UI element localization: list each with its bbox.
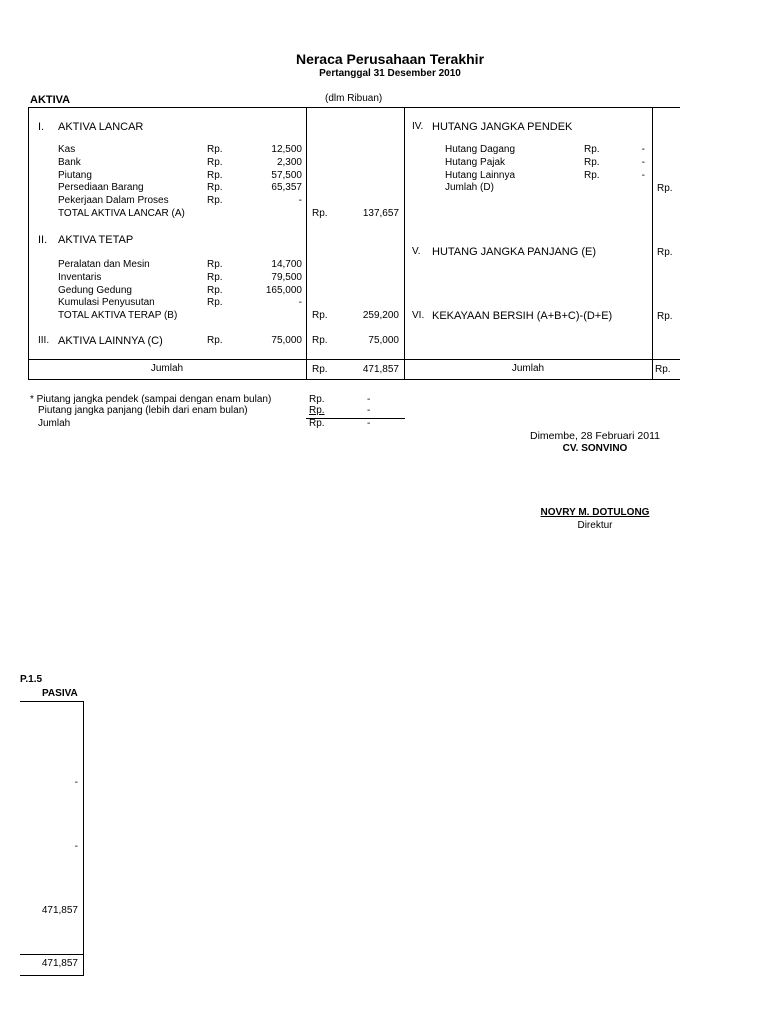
aktiva-heading: AKTIVA — [30, 94, 71, 106]
item-rp: Rp. — [207, 195, 223, 206]
kekayaan-rp: Rp. — [657, 311, 673, 322]
balance-sheet-title: Neraca Perusahaan Terakhir — [295, 51, 485, 67]
item-value: 2,300 — [276, 157, 302, 168]
panjang-rp: Rp. — [657, 247, 673, 258]
pasiva-column-line — [83, 701, 84, 976]
total-label-lancar: TOTAL AKTIVA LANCAR (A) — [58, 208, 185, 219]
item-rp: Rp. — [584, 170, 600, 181]
note-value: - — [367, 405, 371, 416]
pasiva-total-value: 471,857 — [41, 958, 78, 969]
jumlah-d-rp: Rp. — [657, 183, 673, 194]
item-label: Kas — [58, 144, 76, 155]
pasiva-total-bottom-line — [20, 975, 83, 976]
item-value: - — [298, 195, 302, 206]
pasiva-value: 471,857 — [41, 905, 78, 916]
item-value: 79,500 — [271, 272, 302, 283]
note-rp: Rp. — [309, 418, 325, 429]
item-value: 65,357 — [271, 182, 302, 193]
item-value: 165,000 — [265, 285, 302, 296]
item-rp: Rp. — [207, 297, 223, 308]
item-label: Kumulasi Penyusutan — [58, 297, 155, 308]
section-title-kekayaan: KEKAYAAN BERSIH (A+B+C)-(D+E) — [432, 310, 613, 322]
signature-place-date: Dimembe, 28 Februari 2011 — [530, 430, 660, 442]
total-rp-tetap: Rp. — [312, 310, 328, 321]
pasiva-total-top-line — [20, 954, 83, 955]
total-rp-lancar: Rp. — [312, 208, 328, 219]
note-rp: Rp. — [309, 405, 325, 416]
section-title-pendek: HUTANG JANGKA PENDEK — [432, 121, 573, 133]
item-value: 12,500 — [271, 144, 302, 155]
pasiva-heading: PASIVA — [42, 688, 78, 699]
section-title-tetap: AKTIVA TETAP — [58, 234, 134, 246]
signature-name: NOVRY M. DOTULONG — [540, 507, 650, 518]
item-value: 14,700 — [271, 259, 302, 270]
aktiva-jumlah-rp: Rp. — [312, 364, 328, 375]
aktiva-jumlah-label: Jumlah — [150, 363, 184, 374]
item-rp: Rp. — [207, 272, 223, 283]
signature-position: Direktur — [577, 520, 613, 531]
item-value: 75,000 — [271, 335, 302, 346]
total-value-lancar: 137,657 — [362, 208, 399, 219]
total-rp-lainnya: Rp. — [312, 335, 328, 346]
pasiva-value: - — [74, 841, 78, 852]
item-rp: Rp. — [207, 170, 223, 181]
jumlah-d-label: Jumlah (D) — [445, 182, 494, 193]
item-label: Hutang Pajak — [445, 157, 506, 168]
note-rp: Rp. — [309, 394, 325, 405]
item-value: 57,500 — [271, 170, 302, 181]
note-label: Jumlah — [38, 418, 71, 429]
item-value: - — [641, 157, 645, 168]
total-value-tetap: 259,200 — [362, 310, 399, 321]
note-label: Piutang jangka panjang (lebih dari enam bulan) — [38, 405, 248, 416]
section-num-panjang: V. — [412, 246, 421, 257]
item-rp: Rp. — [207, 285, 223, 296]
item-label: Piutang — [58, 170, 92, 181]
pasiva-value: - — [74, 777, 78, 788]
item-label: Gedung Gedung — [58, 285, 132, 296]
section-title-lancar: AKTIVA LANCAR — [58, 121, 144, 133]
note-value: - — [367, 394, 371, 405]
item-label: Bank — [58, 157, 81, 168]
balance-sheet-date: Pertanggal 31 Desember 2010 — [319, 68, 461, 79]
aktiva-jumlah-value: 471,857 — [362, 364, 399, 375]
section-num-lancar: I. — [38, 121, 45, 133]
signature-company: CV. SONVINO — [562, 443, 628, 454]
item-rp: Rp. — [207, 335, 223, 346]
section-title-lainnya: AKTIVA LAINNYA (C) — [58, 335, 163, 347]
item-rp: Rp. — [207, 144, 223, 155]
item-rp: Rp. — [584, 157, 600, 168]
page-code: P.1.5 — [20, 674, 43, 685]
item-rp: Rp. — [584, 144, 600, 155]
section-num-tetap: II. — [38, 234, 48, 246]
section-num-kekayaan: VI. — [412, 310, 425, 321]
item-value: - — [298, 297, 302, 308]
item-label: Hutang Dagang — [445, 144, 516, 155]
pasiva-top-line — [20, 701, 83, 702]
note-label: * Piutang jangka pendek (sampai dengan enam bulan) — [30, 394, 272, 405]
item-label: Persediaan Barang — [58, 182, 144, 193]
item-rp: Rp. — [207, 259, 223, 270]
item-label: Pekerjaan Dalam Proses — [58, 195, 169, 206]
item-rp: Rp. — [207, 157, 223, 168]
item-value: - — [641, 170, 645, 181]
pasiva-jumlah-label: Jumlah — [511, 363, 545, 374]
section-num-pendek: IV. — [412, 121, 424, 132]
item-label: Peralatan dan Mesin — [58, 259, 150, 270]
item-label: Inventaris — [58, 272, 102, 283]
section-title-panjang: HUTANG JANGKA PANJANG (E) — [432, 246, 597, 258]
note-value: - — [367, 418, 371, 429]
item-label: Hutang Lainnya — [445, 170, 516, 181]
section-num-lainnya: III. — [38, 335, 50, 346]
total-value-lainnya: 75,000 — [368, 335, 399, 346]
pasiva-jumlah-rp: Rp. — [655, 364, 671, 375]
item-value: - — [641, 144, 645, 155]
unit-note: (dlm Ribuan) — [325, 93, 383, 104]
total-label-tetap: TOTAL AKTIVA TERAP (B) — [58, 310, 178, 321]
item-rp: Rp. — [207, 182, 223, 193]
